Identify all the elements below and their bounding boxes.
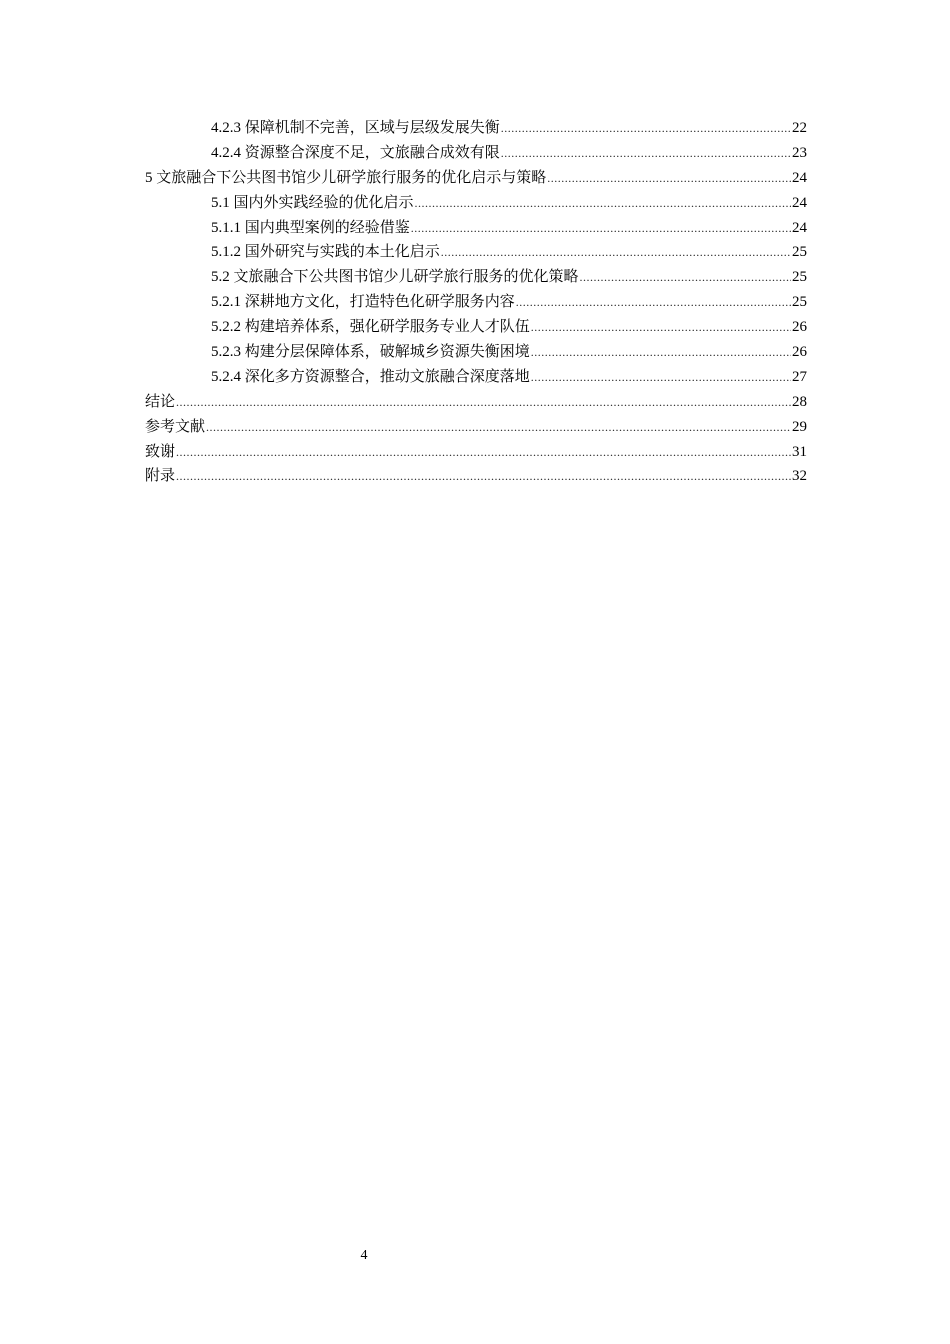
toc-dot-leader bbox=[415, 191, 791, 216]
toc-entry-5-2-3[interactable] bbox=[145, 340, 807, 365]
toc-entry-4-2-3[interactable] bbox=[145, 116, 807, 141]
toc-entry-title: 5 文旅融合下公共图书馆少儿研学旅行服务的优化启示与策略 bbox=[145, 169, 547, 186]
toc-entry-page: 24 bbox=[792, 219, 807, 236]
toc-entry-5-2-2[interactable] bbox=[145, 315, 807, 340]
toc-entry-5-2-4[interactable] bbox=[145, 365, 807, 390]
toc-entry-page: 24 bbox=[792, 169, 807, 186]
toc-dot-leader bbox=[176, 440, 791, 465]
toc-entry-chapter-5[interactable] bbox=[145, 166, 807, 191]
toc-entry-appendix[interactable] bbox=[145, 464, 807, 489]
toc-entry-title: 5.1.2 国外研究与实践的本土化启示 bbox=[211, 244, 440, 261]
toc-entry-5-2-1[interactable] bbox=[145, 290, 807, 315]
toc-entry-page: 29 bbox=[792, 418, 807, 435]
toc-entry-page: 25 bbox=[792, 294, 807, 311]
toc-dot-leader bbox=[580, 265, 791, 290]
toc-entry-title: 参考文献 bbox=[145, 418, 206, 435]
toc-dot-leader bbox=[501, 141, 791, 166]
toc-entry-title: 5.2.1 深耕地方文化，打造特色化研学服务内容 bbox=[211, 294, 515, 311]
toc-dot-leader bbox=[411, 216, 791, 241]
toc-entry-title: 5.1 国内外实践经验的优化启示 bbox=[211, 194, 414, 211]
toc-entry-page: 25 bbox=[792, 244, 807, 261]
toc-entry-4-2-4[interactable] bbox=[145, 141, 807, 166]
toc-entry-title: 5.2.2 构建培养体系，强化研学服务专业人才队伍 bbox=[211, 319, 530, 336]
toc-dot-leader bbox=[176, 390, 791, 415]
toc-entry-title: 5.2.4 深化多方资源整合，推动文旅融合深度落地 bbox=[211, 368, 530, 385]
toc-dot-leader bbox=[176, 464, 791, 489]
toc-dot-leader bbox=[206, 415, 791, 440]
toc-entry-title: 4.2.4 资源整合深度不足，文旅融合成效有限 bbox=[211, 144, 500, 161]
toc-dot-leader bbox=[547, 166, 791, 191]
toc-entry-page: 25 bbox=[792, 269, 807, 286]
toc-entry-page: 26 bbox=[792, 344, 807, 361]
toc-entry-5-2[interactable] bbox=[145, 265, 807, 290]
toc-entry-page: 27 bbox=[792, 368, 807, 385]
toc-entry-title: 5.2.3 构建分层保障体系，破解城乡资源失衡困境 bbox=[211, 344, 530, 361]
page-number: 4 bbox=[360, 1248, 368, 1263]
toc-entry-page: 28 bbox=[792, 393, 807, 410]
toc-entry-title: 结论 bbox=[145, 393, 176, 410]
toc-entry-references[interactable] bbox=[145, 415, 807, 440]
toc-entry-page: 32 bbox=[792, 468, 807, 485]
toc-dot-leader bbox=[531, 315, 791, 340]
toc-dot-leader bbox=[531, 340, 791, 365]
toc-entry-5-1-1[interactable] bbox=[145, 216, 807, 241]
toc-entry-page: 22 bbox=[792, 120, 807, 136]
toc-entry-title: 4.2.3 保障机制不完善，区域与层级发展失衡 bbox=[211, 120, 500, 136]
toc-entry-title: 附录 bbox=[145, 468, 176, 485]
toc-entry-page: 24 bbox=[792, 194, 807, 211]
toc-dot-leader bbox=[501, 116, 791, 141]
toc-dot-leader bbox=[516, 290, 791, 315]
toc-entry-5-1-2[interactable] bbox=[145, 240, 807, 265]
toc-entry-title: 5.1.1 国内典型案例的经验借鉴 bbox=[211, 219, 410, 236]
toc-entry-page: 31 bbox=[792, 443, 807, 460]
table-of-contents bbox=[145, 116, 807, 489]
toc-entry-acknowledgements[interactable] bbox=[145, 440, 807, 465]
toc-entry-title: 致谢 bbox=[145, 443, 176, 460]
toc-entry-title: 5.2 文旅融合下公共图书馆少儿研学旅行服务的优化策略 bbox=[211, 269, 579, 286]
toc-dot-leader bbox=[441, 240, 791, 265]
toc-entry-conclusion[interactable] bbox=[145, 390, 807, 415]
toc-entry-5-1[interactable] bbox=[145, 191, 807, 216]
toc-entry-page: 23 bbox=[792, 144, 807, 161]
toc-entry-page: 26 bbox=[792, 319, 807, 336]
toc-dot-leader bbox=[531, 365, 791, 390]
